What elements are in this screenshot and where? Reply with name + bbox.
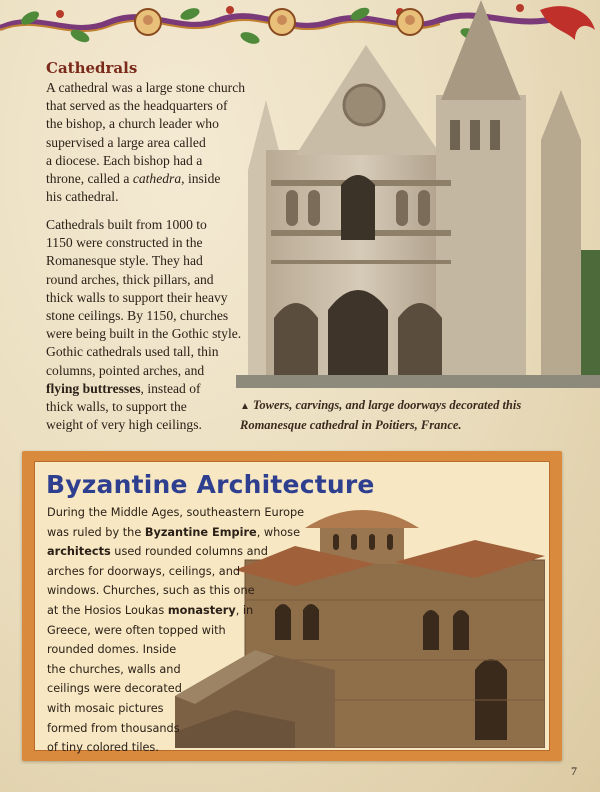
text-segment: , inside [181,171,221,187]
page-number: 7 [571,764,577,778]
text-line: ceilings were decorated [47,682,182,696]
text-line [47,523,304,543]
text-line: the churches, walls and [47,662,181,676]
caption-line [240,396,570,416]
text-line: 1150 were constructed in the [46,235,203,251]
text-line [47,542,304,562]
term-flying-buttresses: flying buttresses [46,380,141,396]
text-line: A cathedral was a large stone church [46,80,246,95]
text-line [47,601,304,621]
text-line: columns, pointed arches, and [46,362,205,378]
text-line: Greece, were often topped with [47,623,226,637]
text-line: Cathedrals built from 1000 to [46,217,207,232]
text-line: thick walls, to support the [46,399,187,415]
photo-caption [240,396,570,434]
term-monastery: monastery [167,603,236,617]
text-segment: , in [235,603,254,617]
byzantine-paragraph [47,503,304,758]
text-line: supervised a large area called [46,134,206,150]
text-line: arches for doorways, ceilings, and [47,564,241,578]
text-line: thick walls to support their heavy [46,289,228,305]
cathedrals-heading: Cathedrals [46,59,138,77]
text-segment: , whose [256,525,301,539]
text-line: windows. Churches, such as this one [47,584,255,598]
text-segment: was ruled by the [47,525,145,539]
text-line: with mosaic pictures [47,701,164,715]
cathedrals-paragraph-2 [46,216,266,434]
text-line: Gothic cathedrals used tall, thin [46,344,219,360]
text-line: Romanesque style. They had [46,253,203,269]
text-line: rounded domes. Inside [47,643,177,657]
text-segment: , instead of [140,380,201,396]
cathedrals-paragraph-1 [46,79,266,206]
caption-text: Towers, carvings, and large doorways decorated this [252,398,522,412]
term-architects: architects [47,545,111,559]
text-line: weight of very high ceilings. [46,417,202,433]
text-line: his cathedral. [46,189,119,205]
term-cathedra: cathedra [132,171,182,187]
text-line: a diocese. Each bishop had a [46,152,203,168]
byzantine-title: Byzantine Architecture [46,470,375,499]
text-line: formed from thousands [47,721,180,735]
triangle-up-icon: ▲ [240,401,250,412]
text-segment: used rounded columns and [110,545,268,559]
text-segment: throne, called a [46,171,133,187]
cathedral-photo [236,0,600,388]
caption-line: Romanesque cathedral in Poitiers, France. [240,418,462,432]
text-line: of tiny colored tiles. [47,741,159,755]
text-line: were being built in the Gothic style. [46,326,242,342]
text-line [46,380,266,398]
term-byzantine-empire: Byzantine Empire [144,525,257,539]
text-line: that served as the headquarters of [46,98,228,114]
text-line [46,170,266,188]
text-line: stone ceilings. By 1150, churches [46,308,229,324]
text-line: round arches, thick pillars, and [46,271,214,287]
text-segment: at the Hosios Loukas [47,603,168,617]
text-line: During the Middle Ages, southeastern Europe [47,506,305,519]
text-line: the bishop, a church leader who [46,116,219,132]
